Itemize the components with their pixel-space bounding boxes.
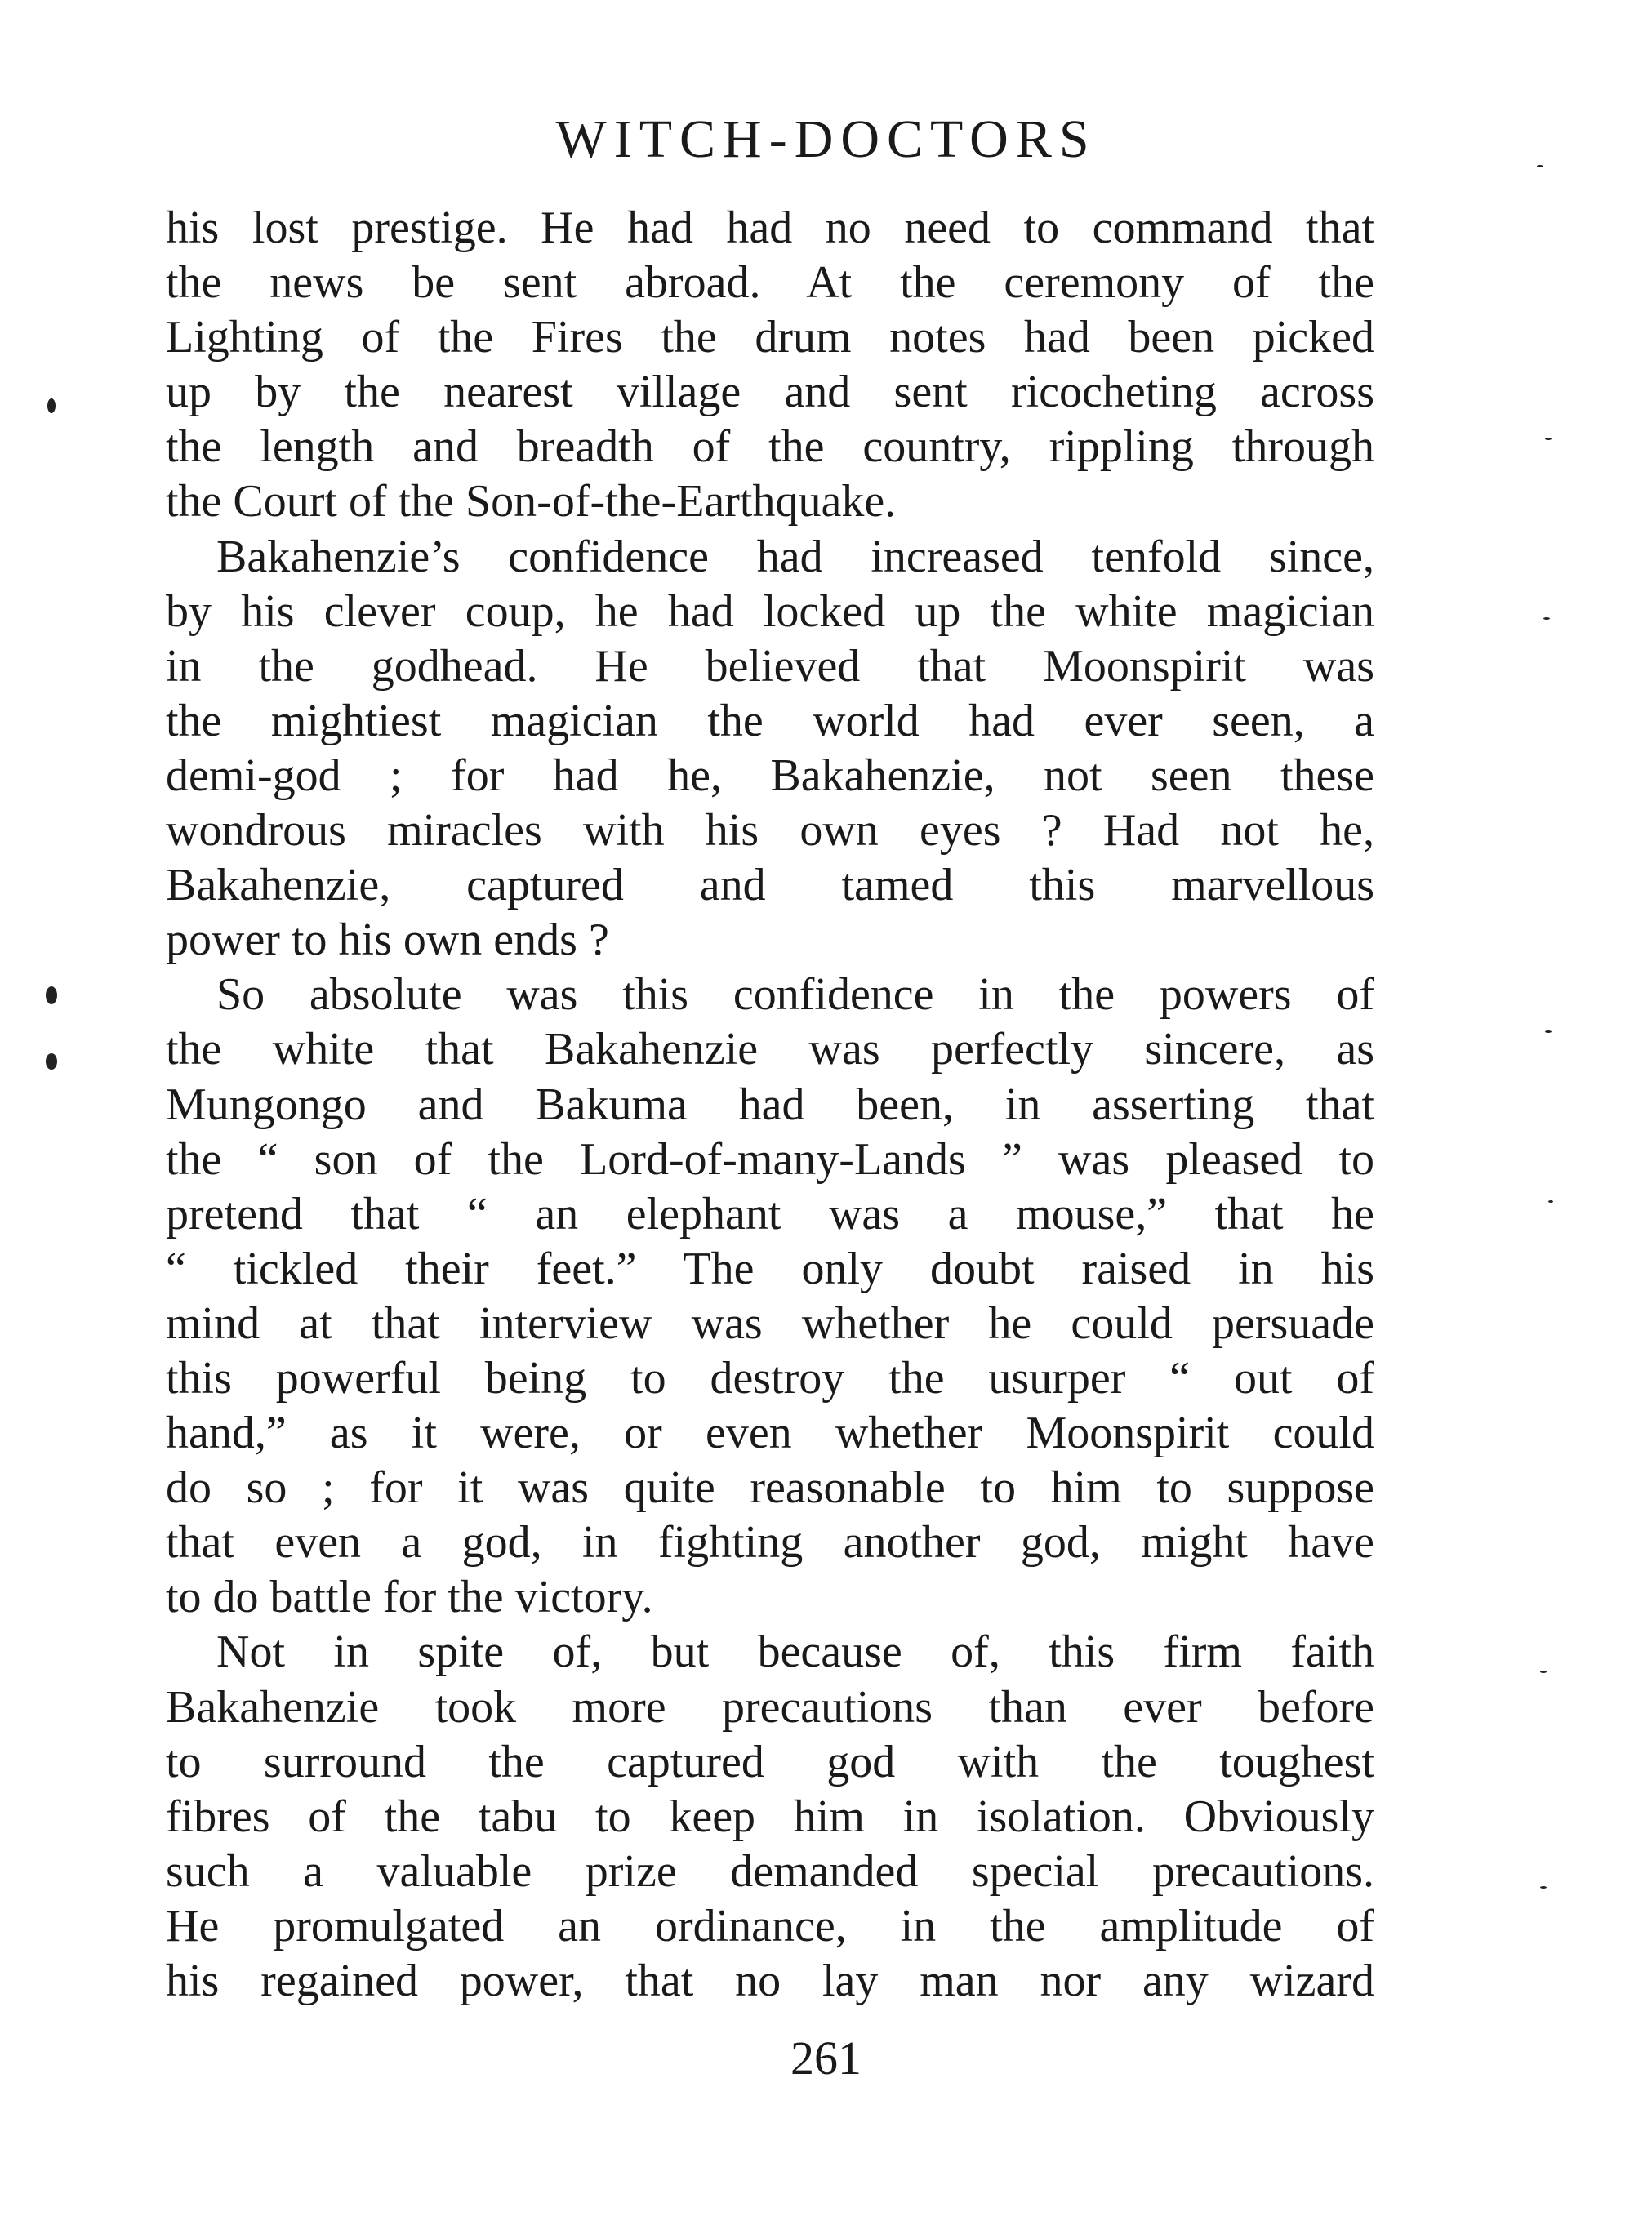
text-line: to do battle for the victory. xyxy=(166,1572,653,1623)
text-line: So absolute was this confidence in the powers of xyxy=(216,969,1374,1021)
text-line: the length and breadth of the country, rippling through xyxy=(166,421,1374,473)
text-line: He promulgated an ordinance, in the amplitude of xyxy=(166,1900,1374,1951)
text-line: pretend that “ an elephant was a mouse,” that he xyxy=(166,1188,1374,1239)
scan-speck xyxy=(47,398,56,413)
scan-speck xyxy=(1537,165,1543,167)
text-line: to surround the captured god with the toughest xyxy=(166,1736,1374,1787)
text-line: do so ; for it was quite reasonable to him to suppose xyxy=(166,1462,1374,1514)
text-line: up by the nearest village and sent ricocheting across xyxy=(166,367,1374,418)
scan-speck xyxy=(1540,1886,1547,1889)
scan-speck xyxy=(1545,1030,1552,1033)
running-head: WITCH-DOCTORS xyxy=(555,109,1097,169)
text-line: Lighting of the Fires the drum notes had been picked xyxy=(166,312,1374,363)
text-line: wondrous miracles with his own eyes ? Had not he, xyxy=(166,805,1374,857)
text-line: demi-god ; for had he, Bakahenzie, not seen these xyxy=(166,750,1374,801)
text-line: the Court of the Son-of-the-Earthquake. xyxy=(166,476,897,527)
text-line: by his clever coup, he had locked up the white magician xyxy=(166,585,1374,637)
text-line: fibres of the tabu to keep him in isolation. Obviously xyxy=(166,1791,1374,1842)
scan-speck xyxy=(46,986,57,1004)
text-line: Bakahenzie’s confidence had increased tenfold since, xyxy=(216,531,1374,582)
scan-speck xyxy=(1548,1200,1553,1203)
text-line: “ tickled their feet.” The only doubt raised in his xyxy=(166,1243,1374,1294)
scan-speck xyxy=(1540,1671,1547,1673)
scan-speck xyxy=(1543,617,1550,620)
text-line: the news be sent abroad. At the ceremony of the xyxy=(166,257,1374,309)
text-line: his regained power, that no lay man nor any wizard xyxy=(166,1956,1374,2006)
scan-speck xyxy=(1545,438,1552,440)
text-line: this powerful being to destroy the usurper “ out of xyxy=(166,1352,1374,1404)
text-line: Bakahenzie took more precautions than ever before xyxy=(166,1681,1374,1733)
text-line: the mightiest magician the world had ever seen, a xyxy=(166,695,1374,746)
text-line: that even a god, in fighting another god, might have xyxy=(166,1517,1374,1569)
text-line: such a valuable prize demanded special precautions. xyxy=(166,1845,1374,1897)
text-line: the white that Bakahenzie was perfectly sincere, as xyxy=(166,1024,1374,1075)
text-line: the “ son of the Lord-of-many-Lands ” was pleased to xyxy=(166,1133,1374,1185)
page-number: 261 xyxy=(790,2031,862,2085)
text-line: power to his own ends ? xyxy=(166,914,609,966)
scan-speck xyxy=(46,1053,57,1070)
text-line: his lost prestige. He had had no need to command that xyxy=(166,202,1374,253)
text-line: Not in spite of, but because of, this firm faith xyxy=(216,1626,1374,1678)
text-line: Bakahenzie, captured and tamed this marvellous xyxy=(166,860,1374,911)
text-line: Mungongo and Bakuma had been, in asserting that xyxy=(166,1079,1374,1130)
text-line: mind at that interview was whether he could persuade xyxy=(166,1297,1374,1349)
body-text xyxy=(166,201,1374,2009)
text-line: hand,” as it were, or even whether Moonspirit could xyxy=(166,1408,1374,1459)
text-line: in the godhead. He believed that Moonspirit was xyxy=(166,640,1374,692)
